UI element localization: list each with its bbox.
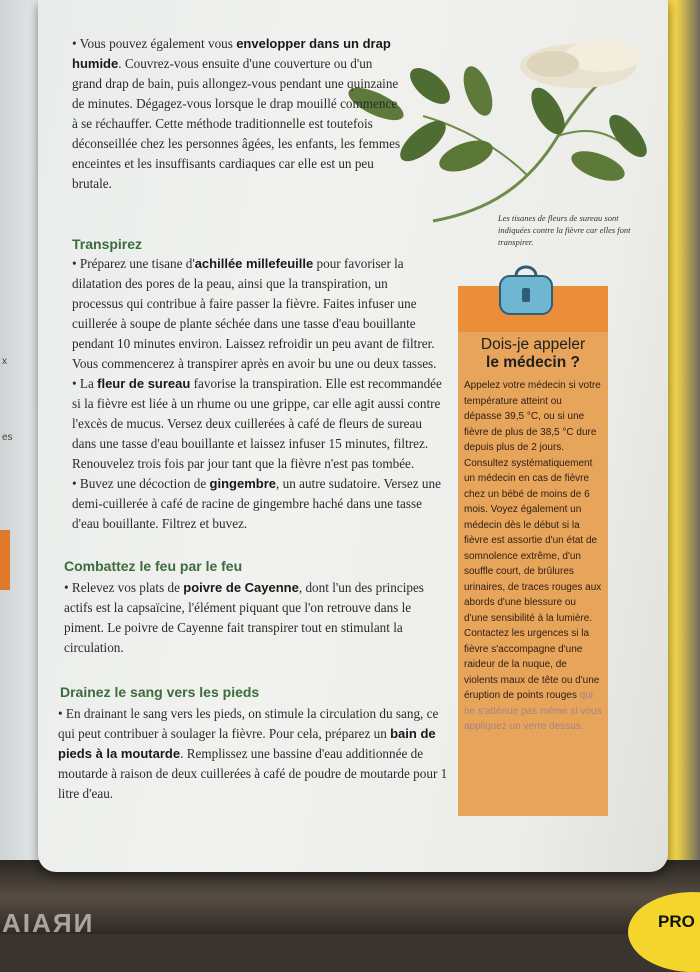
yellow-badge: PRO (628, 892, 700, 972)
mirrored-title: NRAIA (0, 908, 93, 938)
illustration-caption: Les tisanes de fleurs de sureau sont indiquées contre la fièvre car elles font transpirer. (498, 213, 631, 247)
facing-page-color-block (0, 530, 10, 590)
sidebar-body (464, 378, 602, 735)
section-heading-combattez: Combattez le feu par le feu (64, 558, 243, 574)
section-body-combattez: • Relevez vos plats de poivre de Cayenne, dont l'un des principes actifs est la capsaïcine, l'élément piquant que l'on retrouve dans le piment. Le poivre de Cayenne fait transpirer tout en stimulant la circulation. (64, 580, 424, 655)
paragraph-gingembre: • Buvez une décoction de gingembre, un autre sudatoire. Versez une demi-cuillerée à café de racine de gingembre haché dans une tasse d'eau bouillante. Filtrez et buvez. (72, 476, 441, 531)
intro-text: • Vous pouvez également vous (72, 36, 237, 51)
intro-paragraph (72, 34, 402, 194)
section-body-transpirez (72, 254, 442, 534)
intro-bold: envelopper dans un drap humide (72, 36, 391, 71)
sidebar-body-text: Appelez votre médecin si votre température atteint ou dépasse 39,5 °C, ou si une fièvre de plus de 38,5 °C dure depuis plus de 2 jours. Consultez systématiquement un médecin en cas de fièvre chez un bébé de moins de 6 mois. Voyez également un médecin dès le début si la fièvre est assortie d'un état de somnolence extrême, d'un souffle court, de brûlures urinaires, de traces rouges aux abords d'une blessure ou d'une sensibilité à la lumière. Contactez les urgences si la fièvre s'accompagne d'une raideur de la nuque, de violents maux de tête ou d'une éruption de points rouges (464, 380, 602, 701)
section-heading-drainez: Drainez le sang vers les pieds (60, 684, 260, 700)
section-heading-transpirez: Transpirez (72, 236, 143, 252)
section-body-drainez: • En drainant le sang vers les pieds, on stimule la circulation du sang, ce qui peut contribuer à soulager la fièvre. Pour cela, préparez un bain de pieds à la moutarde. Remplissez une bassine d'eau additionnée de moutarde à raison de deux cuillerées à café de poudre de moutarde pour 1 litre d'eau. (58, 706, 448, 801)
book-page (38, 0, 668, 872)
paragraph-sureau: • La fleur de sureau favorise la transpiration. Elle est recommandée si la fièvre est liée à un rhume ou une grippe, car elle agit aussi contre l'excès de mucus. Versez deux cuillerées à café de fleurs de sureau dans une tasse d'eau bouillante et laissez infuser 15 minutes, filtrez. Renouvelez trois fois par jour tant que la fièvre n'est pas tombée. (72, 376, 442, 471)
facing-page-fragment: x (2, 356, 7, 367)
doctor-sidebar (458, 286, 608, 816)
facing-page-fragment: es (2, 432, 13, 443)
sidebar-title-line2: le médecin ? (486, 354, 580, 371)
sidebar-title (458, 336, 608, 372)
intro-text-end: . Couvrez-vous ensuite d'une couverture ou d'un grand drap de bain, puis allongez-vous pendant une quinzaine de minutes. Dégagez-vous lorsque le drap mouillé commence à se réchauffer. Cette méthode traditionnelle est toutefois déconseillée chez les personnes âgées, les enfants, les femmes enceintes et les insuffisants cardiaques car elle est un peu brutale. (72, 56, 401, 191)
sidebar-title-line1: Dois-je appeler (480, 336, 586, 353)
paragraph-achillee: • Préparez une tisane d'achillée millefeuille pour favoriser la dilatation des pores de la peau, ainsi que la transpiration, un processus qui contribue à faire passer la fièvre. Faites infuser une cuillerée à soupe de plante séchée dans une tasse d'eau bouillante pendant 10 minutes environ. Laissez refroidir un peu avant de filtrer. Vous commencerez à transpirer après en avoir bu une ou deux tasses. (72, 256, 437, 371)
sidebar-body-faded-text: qui ne s'atténue pas même si vous appliquez un verre dessus. (464, 690, 602, 732)
medical-bag-icon (496, 262, 556, 318)
